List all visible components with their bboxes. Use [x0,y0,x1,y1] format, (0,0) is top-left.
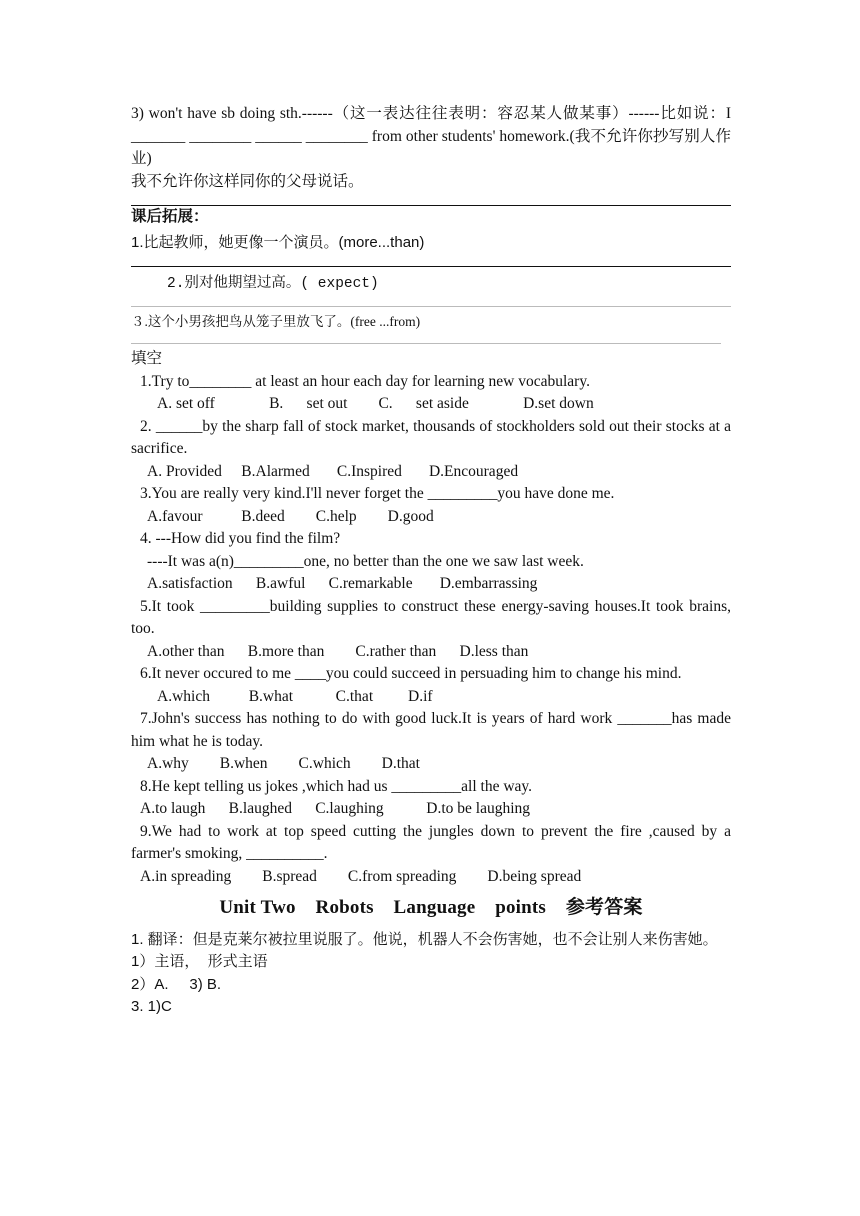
answer-line-text: 3. 1)C [131,998,172,1015]
question-list [131,371,731,889]
answer-line-text: 1. 翻译：但是克莱尔被拉里说服了。他说，机器人不会伤害她，也不会让别人来伤害她。 [131,930,718,948]
document-content [131,103,731,1019]
question-stem: 5.It took _________building supplies to construct these energy-saving houses.It took brains, too. [131,597,731,637]
answer-line-text: 1）主语， 形式主语 [131,953,268,970]
question-options: A.why B.when C.which D.that [147,755,420,772]
question-options: A.which B.what C.that D.if [157,687,433,705]
question-stem: 7.John's success has nothing to do with good luck.It is years of hard work _______has made him what he is today. [131,710,731,750]
question-options: A.favour B.deed C.help D.good [147,507,434,525]
exercise-item: 1.比起教师，她更像一个演员。(more...than) [131,233,425,251]
question-item [131,596,731,664]
question-item [131,371,731,416]
question-stem-continued: ----It was a(n)_________one, no better than the one we saw last week. [147,552,584,570]
answer-line-text: 2）A. 3) B. [131,975,222,993]
question-options: A. set off B. set out C. set aside D.set down [157,395,594,412]
question-item [131,528,731,596]
question-stem: 9.We had to work at top speed cutting the jungles down to prevent the fire ,caused by a farmer's smoking, __________. [131,822,731,862]
question-options: A.other than B.more than C.rather than D.less than [147,642,529,660]
section-title: 课后拓展： [131,208,209,225]
question-item [131,416,731,484]
question-stem: 1.Try to________ at least an hour each day for learning new vocabulary. [140,372,590,390]
text-line: 3) won't have sb doing sth.------（这一表达往往表明：容忍某人做某事）------比如说：I _______ ________ ______ ________ from other students' homework.(我不允许你抄写别人作业) [131,105,731,167]
question-item [131,708,731,776]
text-line: 我不允许你这样同你的父母说话。 [131,172,364,190]
question-stem: 4. ---How did you find the film? [140,530,341,547]
question-stem: 8.He kept telling us jokes ,which had us _________all the way. [140,777,533,795]
question-stem: 6.It never occured to me ____you could succeed in persuading him to change his mind. [140,665,682,682]
exercise-item: 2.别对他期望过高。( expect) [167,276,379,292]
answer-line [131,306,731,307]
question-item [131,663,731,708]
question-stem: 2. ______by the sharp fall of stock market, thousands of stockholders sold out their stocks at a sacrifice. [131,417,731,457]
question-options: A. Provided B.Alarmed C.Inspired D.Encouraged [147,462,519,480]
question-item [131,776,731,821]
section-title: 填空 [131,350,163,367]
question-item [131,821,731,889]
question-options: A.in spreading B.spread C.from spreading D.being spread [140,867,582,885]
question-options: A.to laugh B.laughed C.laughing D.to be laughing [140,800,531,817]
question-item [131,483,731,528]
question-stem: 3.You are really very kind.I'll never forget the _________you have done me. [140,485,615,502]
answer-line [131,343,721,344]
answer-line [131,266,731,267]
question-options: A.satisfaction B.awful C.remarkable D.embarrassing [147,575,538,592]
exercise-item: ３.这个小男孩把鸟从笼子里放飞了。(free ...from) [131,313,421,329]
answers-heading: Unit Two Robots Language points 参考答案 [219,897,643,918]
